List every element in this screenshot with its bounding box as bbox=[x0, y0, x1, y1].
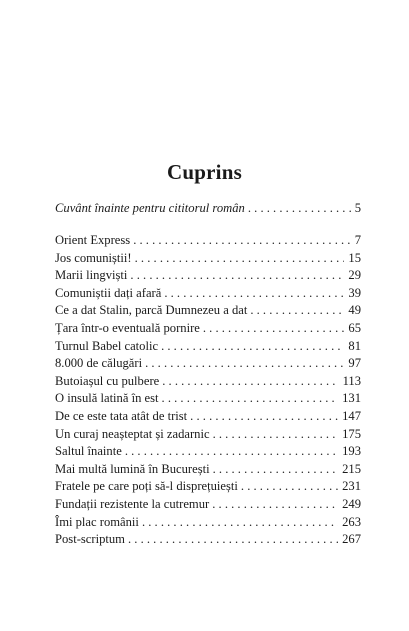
toc-entry-page: 81 bbox=[348, 338, 361, 353]
dot-leader bbox=[133, 232, 351, 250]
toc-entry-title: Butoiașul cu pulbere bbox=[55, 373, 160, 388]
toc-entry bbox=[55, 250, 361, 268]
dot-leader bbox=[213, 461, 339, 479]
toc-entry bbox=[55, 514, 361, 532]
toc-entry bbox=[55, 531, 361, 549]
dot-leader bbox=[161, 338, 344, 356]
table-of-contents bbox=[55, 232, 361, 549]
toc-entry bbox=[55, 338, 361, 356]
toc-entry-page: 113 bbox=[342, 373, 361, 388]
toc-entry-title: 8.000 de călugări bbox=[55, 356, 143, 371]
toc-entry-title: Fratele pe care poți să-l disprețuiești bbox=[55, 479, 238, 494]
toc-entry-title: Turnul Babel catolic bbox=[55, 338, 159, 353]
toc-entry-page: 215 bbox=[342, 461, 361, 476]
toc-entry bbox=[55, 232, 361, 250]
toc-entry-title: Orient Express bbox=[55, 233, 131, 247]
toc-entry bbox=[55, 320, 361, 338]
toc-entry-title: Cuvânt înainte pentru cititorul român bbox=[55, 201, 245, 215]
dot-leader bbox=[128, 531, 338, 549]
toc-entry bbox=[55, 390, 361, 408]
toc-entry-title: Saltul înainte bbox=[55, 444, 122, 459]
dot-leader bbox=[164, 285, 344, 303]
toc-entry-page: 39 bbox=[348, 285, 361, 300]
dot-leader bbox=[248, 200, 351, 218]
toc-entry-title: Mai multă lumină în București bbox=[55, 461, 210, 476]
dot-leader bbox=[125, 443, 338, 461]
dot-leader bbox=[190, 408, 338, 426]
toc-entry-title: Comuniștii dați afară bbox=[55, 285, 162, 300]
toc-entry-page: 49 bbox=[348, 303, 361, 318]
toc-entry bbox=[55, 496, 361, 514]
toc-entry-title: Jos comuniștii! bbox=[55, 250, 132, 265]
toc-entry-title: Țara într-o eventuală pornire bbox=[55, 320, 200, 335]
toc-entry bbox=[55, 461, 361, 479]
toc-entry bbox=[55, 355, 361, 373]
toc-entry-title: Fundații rezistente la cutremur bbox=[55, 496, 210, 511]
dot-leader bbox=[162, 390, 339, 408]
toc-entry bbox=[55, 373, 361, 391]
toc-entry-page: 15 bbox=[348, 250, 361, 265]
toc-entry-title: De ce este tata atât de trist bbox=[55, 408, 188, 423]
toc-entry bbox=[55, 426, 361, 444]
toc-entry-title: Post-scriptum bbox=[55, 532, 125, 547]
toc-entry bbox=[55, 443, 361, 461]
dot-leader bbox=[241, 478, 338, 496]
toc-entry-page: 65 bbox=[348, 320, 361, 335]
toc-entry-page: 131 bbox=[342, 391, 361, 406]
toc-entry bbox=[55, 302, 361, 320]
toc-preface bbox=[55, 200, 361, 218]
toc-entry-title: O insulă latină în est bbox=[55, 391, 159, 406]
toc-entry-page: 231 bbox=[342, 479, 361, 494]
toc-entry-page: 249 bbox=[342, 496, 361, 511]
toc-entry bbox=[55, 478, 361, 496]
toc-entry-page: 97 bbox=[348, 356, 361, 371]
dot-leader bbox=[145, 355, 344, 373]
toc-entry-title: Îmi plac românii bbox=[55, 514, 139, 529]
toc-entry-page: 193 bbox=[342, 444, 361, 459]
toc-entry-page: 7 bbox=[354, 233, 361, 247]
toc-entry-page: 147 bbox=[342, 408, 361, 423]
toc-entry bbox=[55, 408, 361, 426]
toc-entry-title: Ce a dat Stalin, parcă Dumnezeu a dat bbox=[55, 303, 248, 318]
toc-entry bbox=[55, 285, 361, 303]
toc-entry-page: 267 bbox=[342, 532, 361, 547]
toc-entry-title: Un curaj neașteptat și zadarnic bbox=[55, 426, 210, 441]
dot-leader bbox=[162, 373, 338, 391]
dot-leader bbox=[213, 426, 339, 444]
dot-leader bbox=[212, 496, 338, 514]
dot-leader bbox=[135, 250, 345, 268]
toc-entry bbox=[55, 200, 361, 218]
toc-entry-title: Marii lingviști bbox=[55, 268, 128, 283]
page-title: Cuprins bbox=[167, 160, 242, 185]
toc-entry-page: 5 bbox=[354, 201, 361, 215]
dot-leader bbox=[142, 514, 338, 532]
dot-leader bbox=[130, 267, 344, 285]
toc-entry-page: 29 bbox=[348, 268, 361, 283]
toc-entry bbox=[55, 267, 361, 285]
dot-leader bbox=[203, 320, 345, 338]
toc-entry-page: 175 bbox=[342, 426, 361, 441]
dot-leader bbox=[250, 302, 344, 320]
toc-entry-page: 263 bbox=[342, 514, 361, 529]
